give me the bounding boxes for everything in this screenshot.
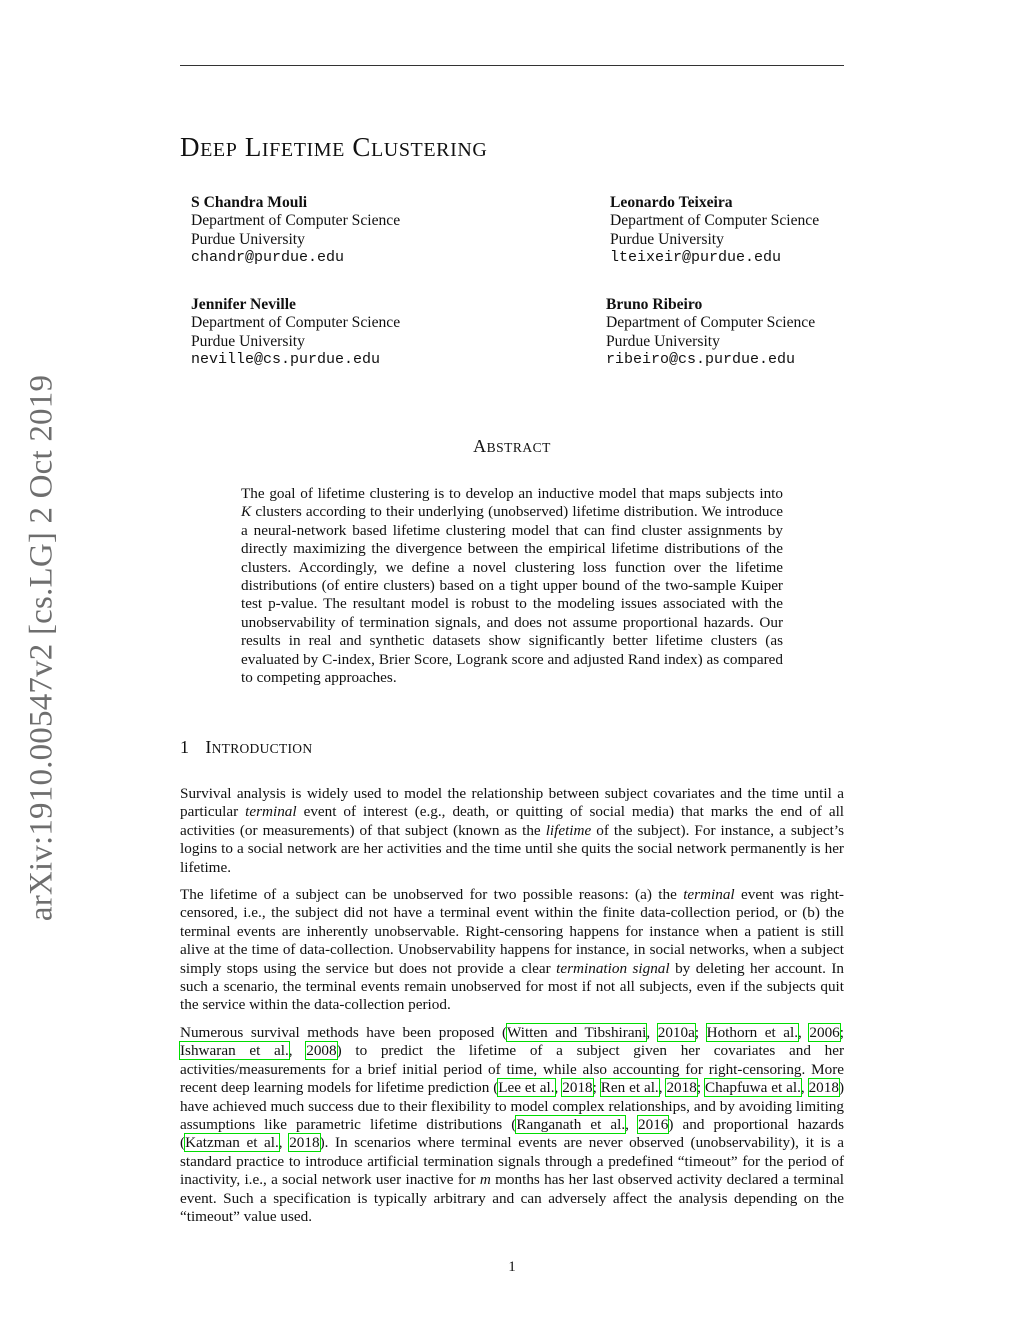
author-univ: Purdue University (191, 332, 305, 350)
abstract-text: The goal of lifetime clustering is to develop an inductive model that maps subjects into K clusters according to their underlying (unobserved) lifetime distribution. We introduce a neural-network based lifetime clustering model that can find cluster assignments by directly maximizing the divergence between the empirical lifetime distributions of the clusters. Accordingly, we define a novel clustering loss function over the lifetime distributions (of entire clusters) based on a tight upper bound of the two-sample Kuiper test p-value. The resultant model is robust to the modeling issues associated with the unobservability of termination signals, and does not assume proportional hazards. Our results in real and synthetic datasets show significantly better lifetime clusters (as evaluated by C-index, Brier Score, Logrank score and adjusted Rand index) as compared to competing approaches. (241, 485, 783, 687)
citation-link[interactable]: Chapfuwa et al. (704, 1079, 801, 1097)
author-dept: Department of Computer Science (610, 212, 820, 230)
header-rule (180, 65, 844, 66)
author-dept: Department of Computer Science (191, 314, 401, 332)
citation-link[interactable]: 2008 (306, 1042, 337, 1060)
arxiv-stamp[interactable]: arXiv:1910.00547v2 [cs.LG] 2 Oct 2019 (23, 374, 60, 922)
citation-link[interactable]: 2018 (666, 1079, 697, 1097)
citation-link[interactable]: Katzman et al. (185, 1134, 279, 1152)
citation-link[interactable]: 2018 (808, 1079, 839, 1097)
author-univ: Purdue University (191, 230, 305, 248)
abstract-heading: ABSTRACT (473, 436, 551, 456)
author-block-1 (191, 194, 400, 268)
author-name: Bruno Ribeiro (606, 296, 703, 313)
paper-title: DEEP LIFETIME CLUSTERING (180, 132, 488, 162)
citation-link[interactable]: Hothorn et al. (706, 1024, 799, 1041)
citation-link[interactable]: Ishwaran et al. (180, 1042, 289, 1060)
author-email[interactable]: neville@cs.purdue.edu (191, 351, 381, 369)
citation-link[interactable]: Lee et al. (498, 1079, 555, 1097)
author-name: Jennifer Neville (191, 296, 296, 313)
author-dept: Department of Computer Science (191, 212, 401, 230)
author-dept: Department of Computer Science (606, 314, 816, 332)
author-name: S Chandra Mouli (191, 194, 308, 211)
page-number: 1 (508, 1259, 516, 1275)
author-univ: Purdue University (610, 230, 724, 248)
author-block-2 (610, 194, 819, 268)
citation-link[interactable]: Ranganath et al. (516, 1116, 626, 1134)
section-heading-introduction: 1 INTRODUCTION (180, 737, 313, 757)
author-block-3 (191, 296, 400, 370)
math-m: m (479, 1171, 491, 1189)
author-email[interactable]: chandr@purdue.edu (191, 249, 345, 267)
author-email[interactable]: ribeiro@cs.purdue.edu (606, 351, 796, 369)
author-univ: Purdue University (606, 332, 720, 350)
author-name: Leonardo Teixeira (610, 194, 733, 211)
author-email[interactable]: lteixeir@purdue.edu (610, 249, 782, 267)
intro-paragraph-3: Numerous survival methods have been proposed (Witten and Tibshirani, 2010a; Hothorn et al., 2006; Ishwaran et al., 2008) to predict the lifetime of a subject given her covariates and her activities/measurements for a brief initial period of time, while also accounting for right-censoring. More recent deep learning models for lifetime prediction (Lee et al., 2018; Ren et al., 2018; Chapfuwa et al., 2018) have achieved much success due to their flexibility to model complex relationships, and by avoiding limiting assumptions like parametric lifetime distributions (Ranganath et al., 2016) and proportional hazards (Katzman et al., 2018). In scenarios where terminal events are never observed (unobservability), it is a standard practice to introduce artificial termination signals through a predefined “timeout” for the period of inactivity, i.e., a social network user inactive for m months has her last observed activity declared a terminal event. Such a specification is typically arbitrary and can adversely affect the analysis depending on the “timeout” value used. (180, 1024, 845, 1226)
citation-link[interactable]: 2018 (562, 1079, 593, 1097)
citation-link[interactable]: Ren et al. (600, 1079, 659, 1097)
citation-link[interactable]: 2018 (289, 1134, 320, 1152)
citation-link[interactable]: 2016 (638, 1116, 669, 1134)
author-block-4 (606, 296, 815, 370)
citation-link[interactable]: 2010a (657, 1024, 695, 1041)
citation-link[interactable]: Witten and Tibshirani (507, 1024, 647, 1041)
math-k: K (241, 503, 252, 521)
intro-paragraph-2: The lifetime of a subject can be unobserved for two possible reasons: (a) the terminal event was right-censored, i.e., the subject did not have a terminal event within the finite data-collection period, or (b) the terminal events are inherently unobservable. Right-censoring happens for instance when a patient is still alive at the time of data-collection. Unobservability happens for instance, in social networks, when a subject simply stops using the service but does not provide a clear termination signal by deleting her account. In such a scenario, the terminal events remain unobserved for most if not all subjects, even if the subjects quit the service within the data-collection period. (180, 886, 844, 1014)
intro-paragraph-1: Survival analysis is widely used to model the relationship between subject covariates and the time until a particular terminal event of interest (e.g., death, or quitting of social media) that marks the end of all activities (or measurements) of that subject (known as the lifetime of the subject). For instance, a subject’s logins to a social network are her activities and the time until she quits the social network permanently is her lifetime. (180, 785, 845, 876)
citation-link[interactable]: 2006 (809, 1024, 840, 1041)
